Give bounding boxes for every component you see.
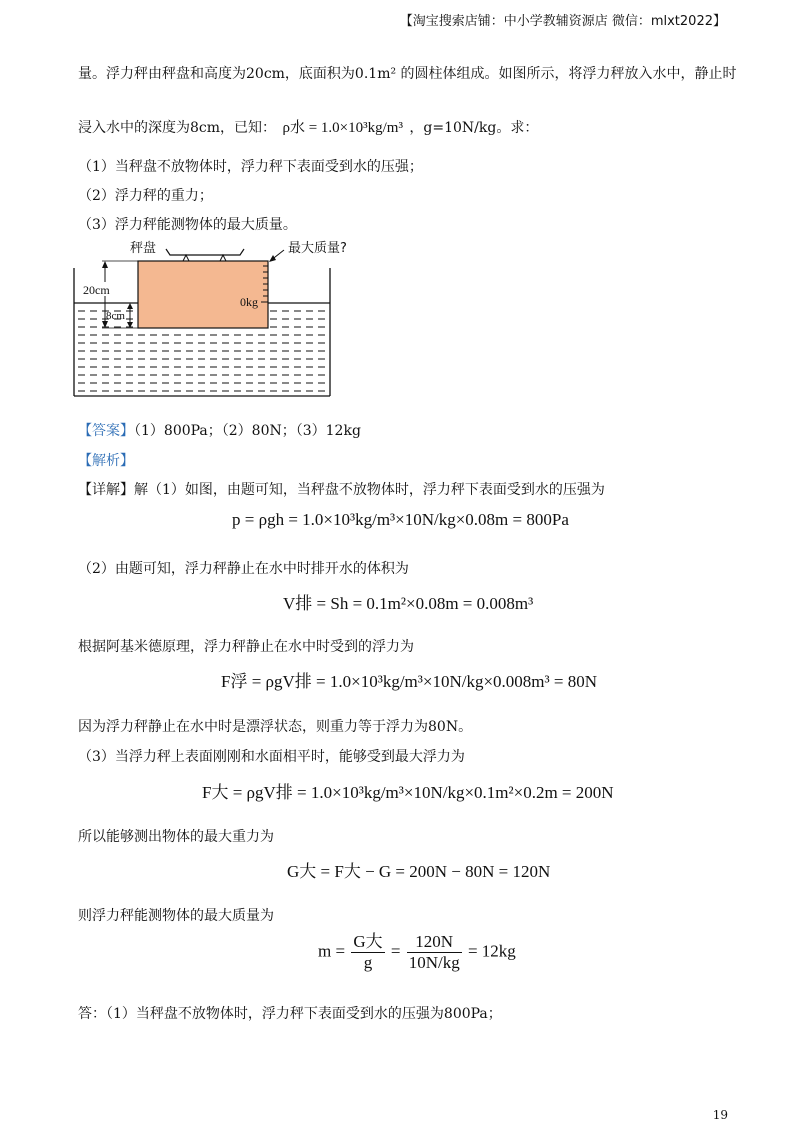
detail-line-2: （2）由题可知，浮力秤静止在水中时排开水的体积为 bbox=[78, 561, 409, 577]
label-pan: 秤盘 bbox=[130, 241, 157, 256]
equation-pressure: p = ρgh = 1.0×10³kg/m³×10N/kg×0.08m = 800Pa bbox=[232, 510, 569, 529]
answer-line bbox=[78, 421, 361, 441]
detail-text-1: 解（1）如图，由题可知，当秤盘不放物体时，浮力秤下表面受到水的压强为 bbox=[134, 482, 605, 498]
equation-volume: V排 = Sh = 0.1m²×0.08m = 0.008m³ bbox=[283, 594, 534, 613]
analysis-tag: 【解析】 bbox=[78, 453, 134, 469]
label-depth: 8cm bbox=[106, 310, 125, 322]
equation-max-mass: m = $\frac{\text{G大}}{g}$ = $\frac{120N}{10N/kg}$ = 12kg bbox=[318, 932, 516, 972]
fraction-weight-over-g bbox=[351, 932, 384, 973]
label-max-mass: 最大质量? bbox=[288, 241, 347, 256]
equation-max-weight: G大 = F大 − G = 200N − 80N = 120N bbox=[287, 862, 551, 881]
detail-line-3: 根据阿基米德原理，浮力秤静止在水中时受到的浮力为 bbox=[78, 639, 414, 655]
fraction-value bbox=[407, 932, 462, 973]
detail-tag: 【详解】 bbox=[78, 482, 134, 498]
detail-line-5: （3）当浮力秤上表面刚刚和水面相平时，能够受到最大浮力为 bbox=[78, 749, 465, 765]
detail-line-7: 则浮力秤能测物体的最大质量为 bbox=[78, 908, 274, 924]
question-1: （1）当秤盘不放物体时，浮力秤下表面受到水的压强； bbox=[78, 159, 423, 175]
fraction-2-numerator: 120N bbox=[407, 932, 462, 953]
detail-line-1 bbox=[78, 480, 605, 500]
question-intro-line-2 bbox=[78, 118, 538, 138]
equation-max-buoyancy: F大 = ρgV排 = 1.0×10³kg/m³×10N/kg×0.1m²×0.2m = 200N bbox=[202, 783, 614, 802]
detail-line-4: 因为浮力秤静止在水中时是漂浮状态，则重力等于浮力为80N。 bbox=[78, 719, 473, 735]
mass-lhs: m = bbox=[318, 941, 346, 961]
detail-line-6: 所以能够测出物体的最大重力为 bbox=[78, 829, 274, 845]
label-height: 20cm bbox=[83, 283, 110, 297]
detail-line-8: 答：（1）当秤盘不放物体时，浮力秤下表面受到水的压强为800Pa； bbox=[78, 1006, 502, 1022]
given-density-formula: ρ水 = 1.0×10³kg/m³ bbox=[282, 120, 403, 136]
page-number: 19 bbox=[712, 1108, 728, 1122]
question-2: （2）浮力秤的重力； bbox=[78, 188, 213, 204]
label-zero-kg: 0kg bbox=[240, 295, 258, 309]
answer-text: （1）800Pa；（2）80N；（3）12kg bbox=[134, 423, 361, 439]
question-3: （3）浮力秤能测物体的最大质量。 bbox=[78, 217, 297, 233]
scale-diagram bbox=[70, 236, 347, 402]
header-text: 【淘宝搜索店铺：中小学教辅资源店 微信：mlxt2022】 bbox=[399, 14, 726, 29]
answer-tag: 【答案】 bbox=[78, 423, 134, 439]
intro-suffix: ，g=10N/kg。求： bbox=[409, 120, 539, 136]
fraction-1-denominator: g bbox=[363, 953, 373, 972]
fraction-2-denominator: 10N/kg bbox=[408, 953, 460, 972]
question-intro-line-1: 量。浮力秤由秤盘和高度为20cm，底面积为0.1m² 的圆柱体组成。如图所示，将浮力秤放入水中，静止时 bbox=[78, 66, 737, 82]
scale-pan bbox=[166, 249, 244, 255]
mass-rhs: = 12kg bbox=[467, 941, 516, 961]
fraction-1-numerator: G大 bbox=[353, 932, 383, 951]
equation-buoyancy: F浮 = ρgV排 = 1.0×10³kg/m³×10N/kg×0.008m³ = 80N bbox=[221, 672, 597, 691]
intro-prefix: 浸入水中的深度为8cm，已知： bbox=[78, 120, 277, 136]
